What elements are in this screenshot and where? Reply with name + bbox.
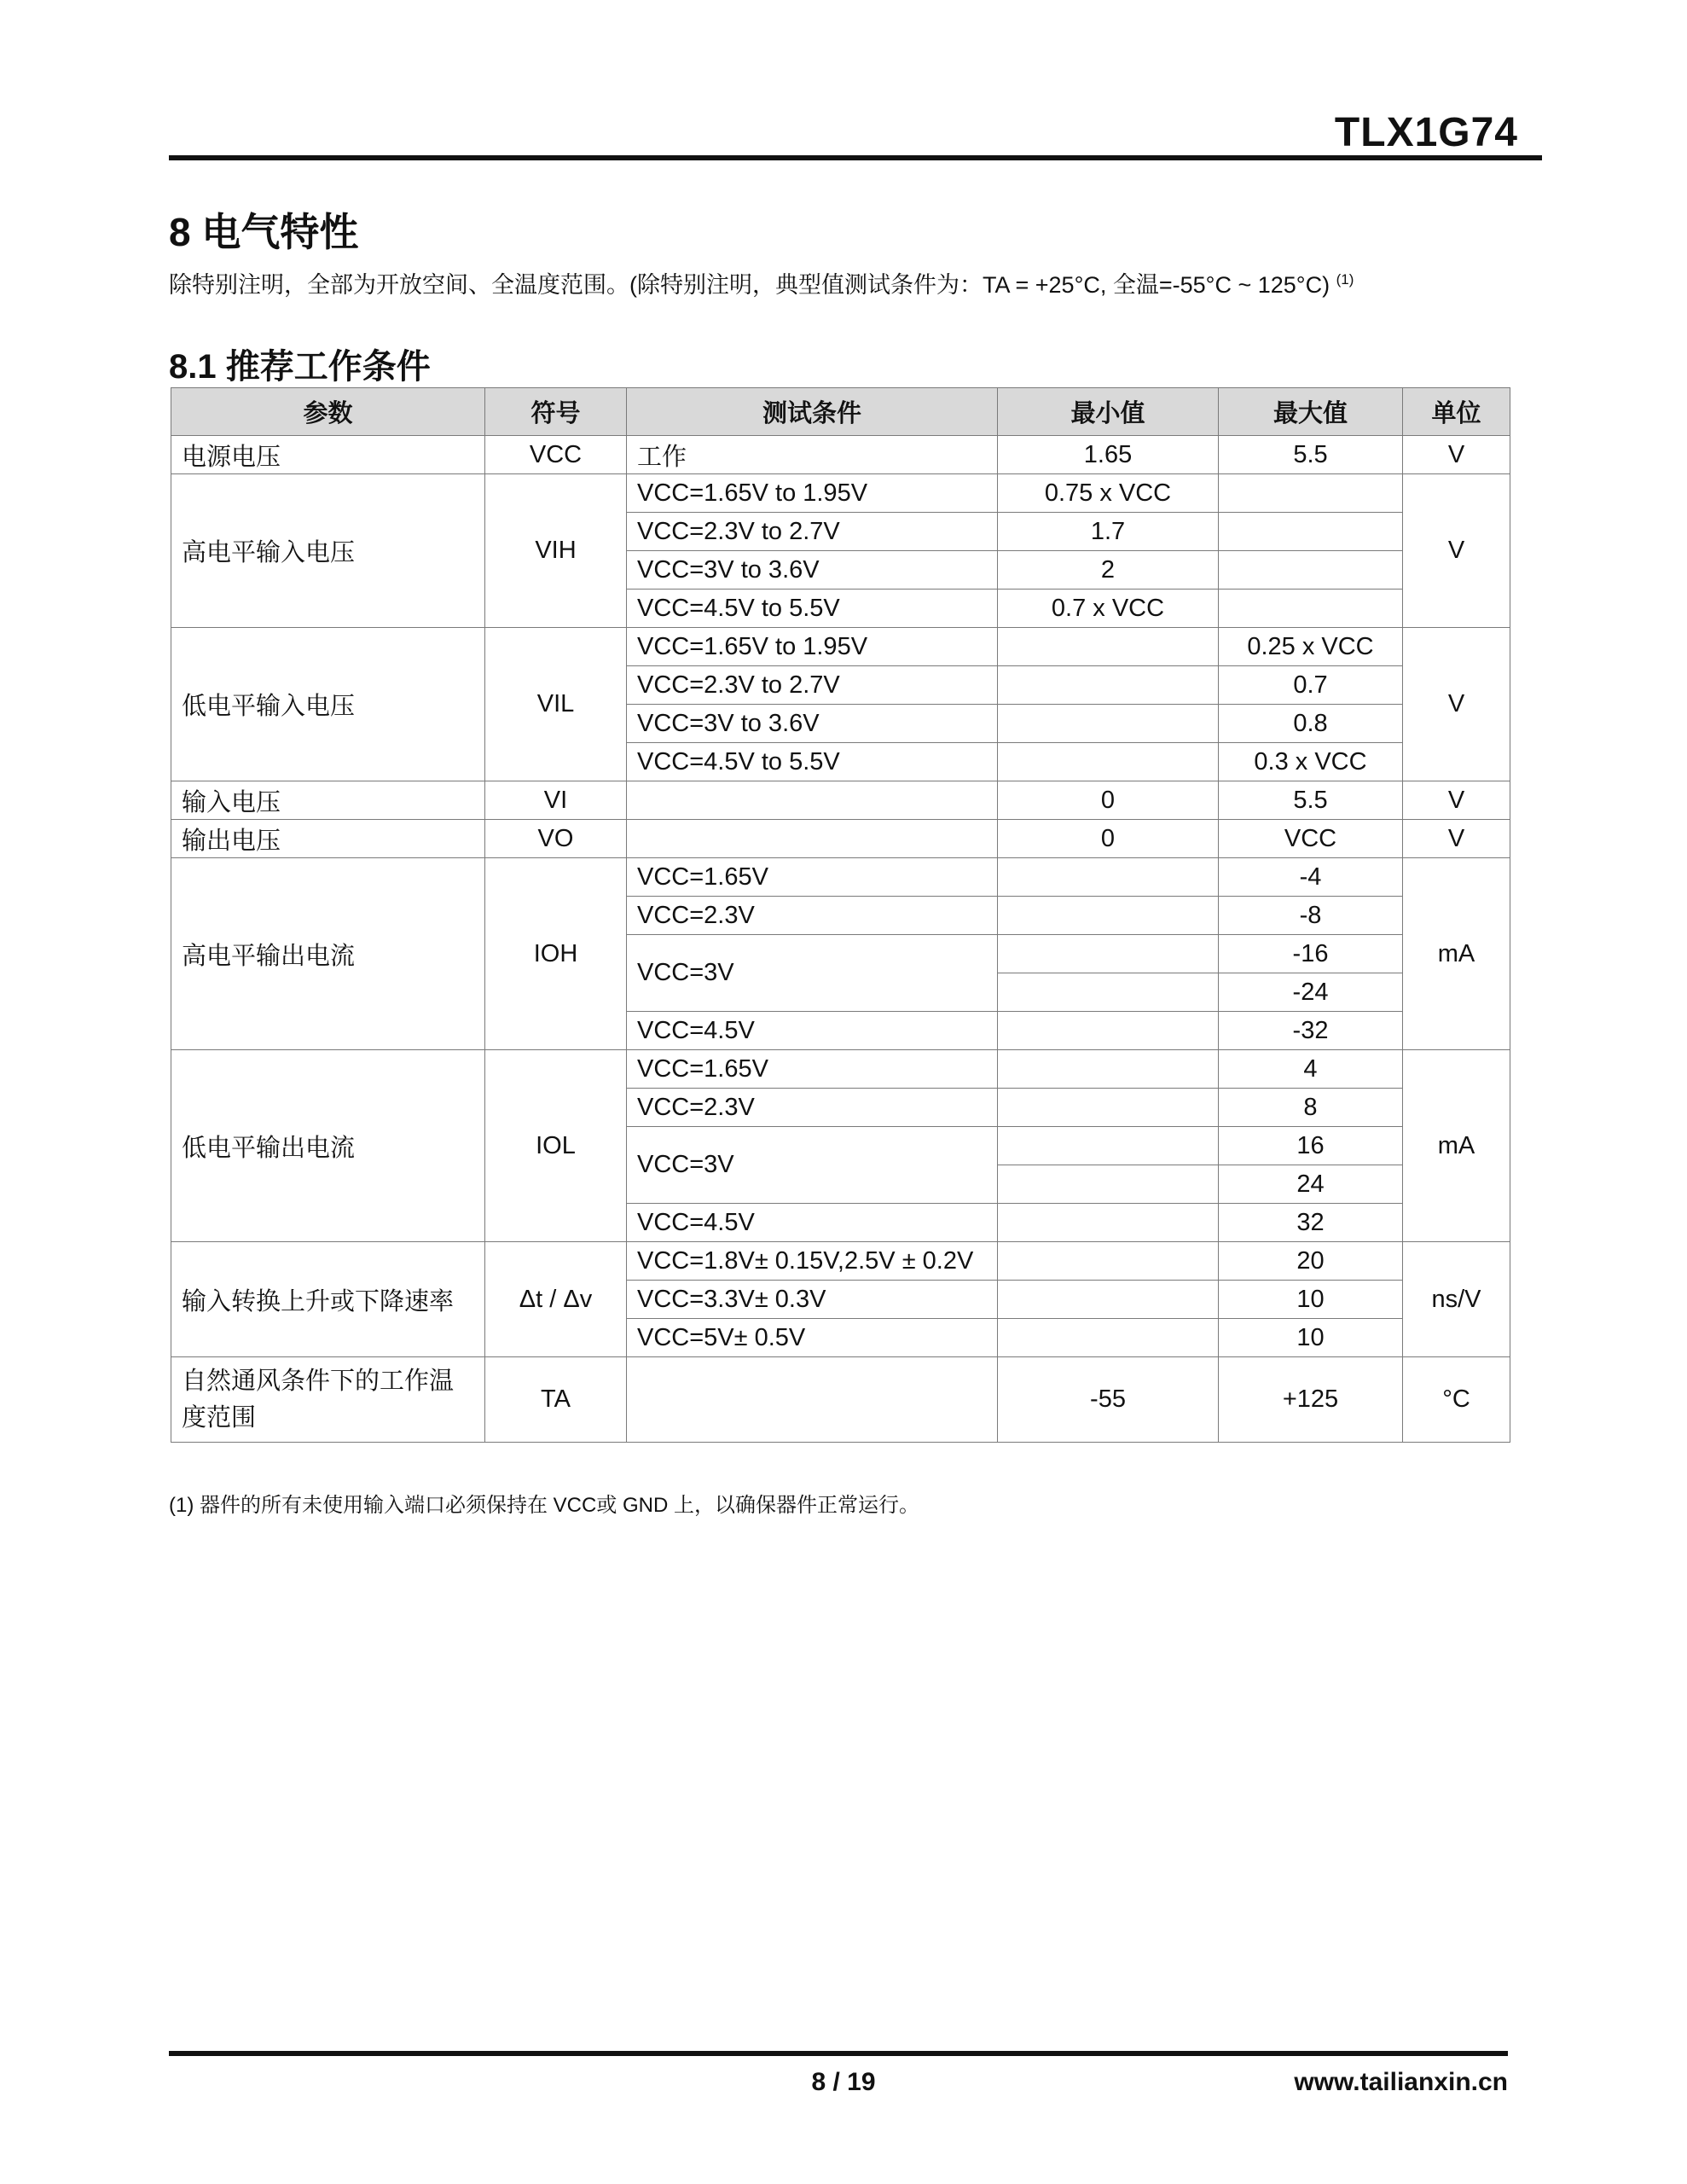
condition-cell: 工作	[627, 436, 998, 474]
condition-cell	[627, 820, 998, 858]
min-cell	[998, 628, 1219, 666]
min-cell	[998, 1242, 1219, 1281]
table-row	[171, 1357, 1510, 1443]
symbol-cell: VI	[485, 781, 627, 820]
condition-cell: VCC=4.5V	[627, 1204, 998, 1242]
unit-cell: V	[1403, 474, 1510, 628]
unit-cell: V	[1403, 820, 1510, 858]
max-cell: 5.5	[1219, 436, 1403, 474]
table-row	[171, 1242, 1510, 1281]
website-link[interactable]: www.tailianxin.cn	[1294, 2068, 1508, 2096]
max-cell: 32	[1219, 1204, 1403, 1242]
page-number: 8 / 19	[811, 2068, 876, 2096]
unit-cell: mA	[1403, 1050, 1510, 1242]
max-cell: -32	[1219, 1012, 1403, 1050]
section-intro-text: 除特别注明，全部为开放空间、全温度范围。(除特别注明，典型值测试条件为：TA = +25°C, 全温=-55°C ~ 125°C)	[169, 272, 1330, 298]
condition-cell: VCC=3V	[627, 1127, 998, 1204]
min-cell	[998, 1050, 1219, 1089]
table-row	[171, 781, 1510, 820]
condition-cell: VCC=2.3V to 2.7V	[627, 513, 998, 551]
param-cell: 高电平输出电流	[171, 858, 485, 1050]
min-cell: -55	[998, 1357, 1219, 1443]
footnote-ref: (1)	[1336, 271, 1354, 288]
min-cell: 0	[998, 781, 1219, 820]
max-cell: 0.7	[1219, 666, 1403, 705]
table-row	[171, 436, 1510, 474]
min-cell	[998, 1012, 1219, 1050]
condition-cell: VCC=2.3V to 2.7V	[627, 666, 998, 705]
max-cell: 10	[1219, 1319, 1403, 1357]
header-min: 最小值	[998, 388, 1219, 436]
condition-cell: VCC=1.65V	[627, 1050, 998, 1089]
section-intro	[169, 266, 1354, 299]
min-cell: 0.7 x VCC	[998, 590, 1219, 628]
footer-divider	[169, 2051, 1508, 2056]
max-cell	[1219, 551, 1403, 590]
max-cell	[1219, 513, 1403, 551]
condition-cell: VCC=3V to 3.6V	[627, 705, 998, 743]
condition-cell: VCC=2.3V	[627, 1089, 998, 1127]
symbol-cell: IOL	[485, 1050, 627, 1242]
param-cell: 输入转换上升或下降速率	[171, 1242, 485, 1357]
condition-cell: VCC=4.5V	[627, 1012, 998, 1050]
condition-cell	[627, 1357, 998, 1443]
min-cell	[998, 935, 1219, 973]
header-unit: 单位	[1403, 388, 1510, 436]
min-cell	[998, 1281, 1219, 1319]
condition-cell	[627, 781, 998, 820]
header-max: 最大值	[1219, 388, 1403, 436]
min-cell	[998, 973, 1219, 1012]
max-cell: 0.3 x VCC	[1219, 743, 1403, 781]
header-condition: 测试条件	[627, 388, 998, 436]
max-cell: 0.8	[1219, 705, 1403, 743]
param-cell: 输入电压	[171, 781, 485, 820]
max-cell: 4	[1219, 1050, 1403, 1089]
min-cell	[998, 897, 1219, 935]
condition-cell: VCC=5V± 0.5V	[627, 1319, 998, 1357]
document-part-number: TLX1G74	[1334, 110, 1518, 155]
min-cell	[998, 705, 1219, 743]
table-row	[171, 474, 1510, 513]
param-cell: 低电平输入电压	[171, 628, 485, 781]
unit-cell: V	[1403, 781, 1510, 820]
table-row	[171, 820, 1510, 858]
max-cell: 0.25 x VCC	[1219, 628, 1403, 666]
param-cell: 低电平输出电流	[171, 1050, 485, 1242]
recommended-operating-conditions-table	[171, 387, 1510, 1443]
min-cell: 0	[998, 820, 1219, 858]
min-cell	[998, 1204, 1219, 1242]
min-cell	[998, 1319, 1219, 1357]
condition-cell: VCC=1.65V to 1.95V	[627, 474, 998, 513]
max-cell: VCC	[1219, 820, 1403, 858]
symbol-cell: TA	[485, 1357, 627, 1443]
condition-cell: VCC=3.3V± 0.3V	[627, 1281, 998, 1319]
condition-cell: VCC=1.65V to 1.95V	[627, 628, 998, 666]
min-cell: 1.7	[998, 513, 1219, 551]
symbol-cell: VCC	[485, 436, 627, 474]
max-cell: 5.5	[1219, 781, 1403, 820]
min-cell	[998, 1127, 1219, 1165]
condition-cell: VCC=1.8V± 0.15V,2.5V ± 0.2V	[627, 1242, 998, 1281]
symbol-cell: Δt / Δv	[485, 1242, 627, 1357]
max-cell: 24	[1219, 1165, 1403, 1204]
condition-cell: VCC=2.3V	[627, 897, 998, 935]
condition-cell: VCC=3V	[627, 935, 998, 1012]
min-cell	[998, 1165, 1219, 1204]
max-cell: 20	[1219, 1242, 1403, 1281]
table-footnote: (1) 器件的所有未使用输入端口必须保持在 VCC或 GND 上，以确保器件正常运行。	[169, 1494, 920, 1517]
symbol-cell: VO	[485, 820, 627, 858]
unit-cell: °C	[1403, 1357, 1510, 1443]
symbol-cell: VIH	[485, 474, 627, 628]
table-row	[171, 858, 1510, 897]
max-cell: -24	[1219, 973, 1403, 1012]
condition-cell: VCC=4.5V to 5.5V	[627, 743, 998, 781]
condition-cell: VCC=3V to 3.6V	[627, 551, 998, 590]
max-cell: -4	[1219, 858, 1403, 897]
max-cell: +125	[1219, 1357, 1403, 1443]
min-cell	[998, 666, 1219, 705]
param-cell: 输出电压	[171, 820, 485, 858]
max-cell: 8	[1219, 1089, 1403, 1127]
condition-cell: VCC=4.5V to 5.5V	[627, 590, 998, 628]
header-divider	[169, 155, 1542, 160]
max-cell: -16	[1219, 935, 1403, 973]
min-cell: 1.65	[998, 436, 1219, 474]
min-cell	[998, 858, 1219, 897]
condition-cell: VCC=1.65V	[627, 858, 998, 897]
param-cell: 高电平输入电压	[171, 474, 485, 628]
subsection-title: 8.1 推荐工作条件	[169, 348, 431, 386]
table-row	[171, 1050, 1510, 1089]
table-header-row	[171, 388, 1510, 436]
max-cell: 10	[1219, 1281, 1403, 1319]
unit-cell: mA	[1403, 858, 1510, 1050]
param-cell: 电源电压	[171, 436, 485, 474]
unit-cell: V	[1403, 436, 1510, 474]
header-symbol: 符号	[485, 388, 627, 436]
unit-cell: ns/V	[1403, 1242, 1510, 1357]
unit-cell: V	[1403, 628, 1510, 781]
table-row	[171, 628, 1510, 666]
min-cell	[998, 743, 1219, 781]
section-title: 8 电气特性	[169, 210, 359, 254]
max-cell: 16	[1219, 1127, 1403, 1165]
min-cell	[998, 1089, 1219, 1127]
header-param: 参数	[171, 388, 485, 436]
param-cell: 自然通风条件下的工作温度范围	[171, 1357, 485, 1443]
max-cell	[1219, 474, 1403, 513]
min-cell: 2	[998, 551, 1219, 590]
max-cell: -8	[1219, 897, 1403, 935]
min-cell: 0.75 x VCC	[998, 474, 1219, 513]
max-cell	[1219, 590, 1403, 628]
symbol-cell: VIL	[485, 628, 627, 781]
symbol-cell: IOH	[485, 858, 627, 1050]
